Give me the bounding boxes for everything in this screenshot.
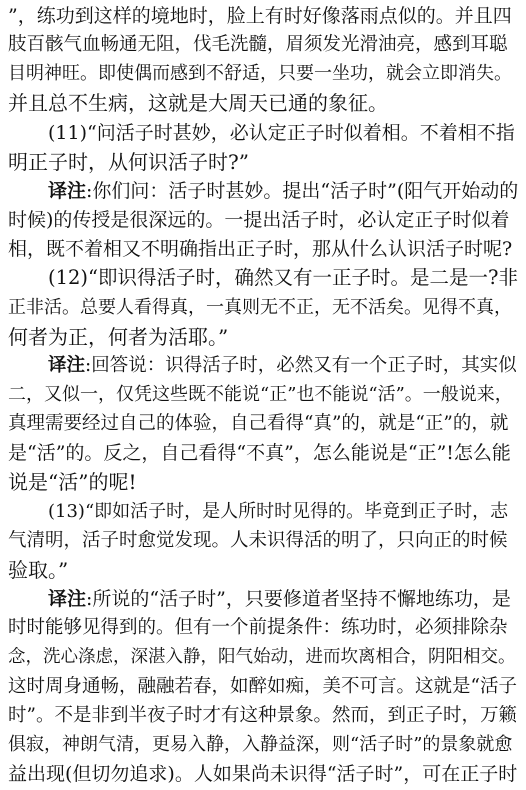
text-line: 肢百骸气血畅通无阻，伐毛洗髓，眉须发光滑油亮，感到耳聪 bbox=[8, 34, 508, 56]
text-line: (12)“即识得活子时，确然又有一正子时。是二是一?非 bbox=[48, 266, 518, 290]
text-line: 明正子时，从何识活子时?” bbox=[8, 149, 249, 174]
text-line: 俱寂，神朗气清，更易入静，入静益深，则“活子时”的景象就愈 bbox=[8, 733, 513, 755]
annotation-label: 译注 bbox=[48, 354, 86, 376]
text-line: 时”。不是非到半夜子时才有这种景象。然而，到正子时，万籁 bbox=[8, 704, 517, 726]
annotation-label: 译注 bbox=[48, 179, 87, 202]
text-line: 气清明，活子时愈觉发现。人未识得活的明了，只向正的时候 bbox=[8, 529, 508, 551]
text-line: (11)“问活子时甚妙，必认定正子时似着相。不着相不指 bbox=[48, 121, 515, 144]
text-line: 相，既不着相又不明确指出正子时，那从什么认识活子时呢? bbox=[8, 238, 513, 261]
text-line: 何者为正，何者为活耶。” bbox=[8, 324, 229, 349]
text-line: 时候)的传授是很深远的。一提出活子时，必认定正子时似着 bbox=[8, 209, 510, 232]
text-line: 益出现(但切勿追求)。人如果尚未识得“活子时”，可在正子时 bbox=[8, 763, 518, 785]
text-line: 验取。” bbox=[8, 557, 69, 582]
annotation-line: 译注:你们问：活子时甚妙。提出“活子时”(阳气开始动的 bbox=[48, 179, 519, 202]
text-line: 说是“活”的呢! bbox=[8, 470, 137, 495]
text-line: ”，练功到这样的境地时，脸上有时好像落雨点似的。并且四 bbox=[8, 5, 512, 27]
text-line: 念，洗心涤虑，深湛入静，阳气始动，进而坎离相合，阴阳相交。 bbox=[8, 647, 516, 668]
text-line: 二，又似一，仅凭这些既不能说“正”也不能说“活”。一般说来， bbox=[8, 384, 513, 405]
text-line: 并且总不生病，这就是大周天已通的象征。 bbox=[8, 91, 388, 116]
text-line: 真理需要经过自己的体验，自己看得“真”的，就是“正”的，就 bbox=[8, 413, 509, 435]
text-line: 目明神旺。即使偶而感到不舒适，只要一坐功，就会立即消失。 bbox=[8, 63, 512, 85]
text-line: (13)“即如活子时，是人所时时见得的。毕竟到正子时，志 bbox=[48, 500, 509, 522]
annotation-line: 译注:回答说：识得活子时，必然又有一个正子时，其实似 bbox=[48, 354, 517, 376]
annotation-label: 译注 bbox=[48, 588, 87, 611]
text-line: 是“活”的。反之，自己看得“不真”，怎么能说是“正”!怎么能 bbox=[8, 442, 511, 465]
text-line: 时时能够见得到的。但有一个前提条件：练功时，必须排除杂 bbox=[8, 617, 508, 639]
annotation-line: 译注:所说的“活子时”，只要修道者坚持不懈地练功，是 bbox=[48, 588, 511, 611]
text-line: 正非活。总要人看得真，一真则无不正，无不活矣。见得不真， bbox=[8, 296, 512, 318]
text-line: 这时周身通畅，融融若春，如醉如痴，美不可言。这就是“活子 bbox=[8, 675, 517, 697]
